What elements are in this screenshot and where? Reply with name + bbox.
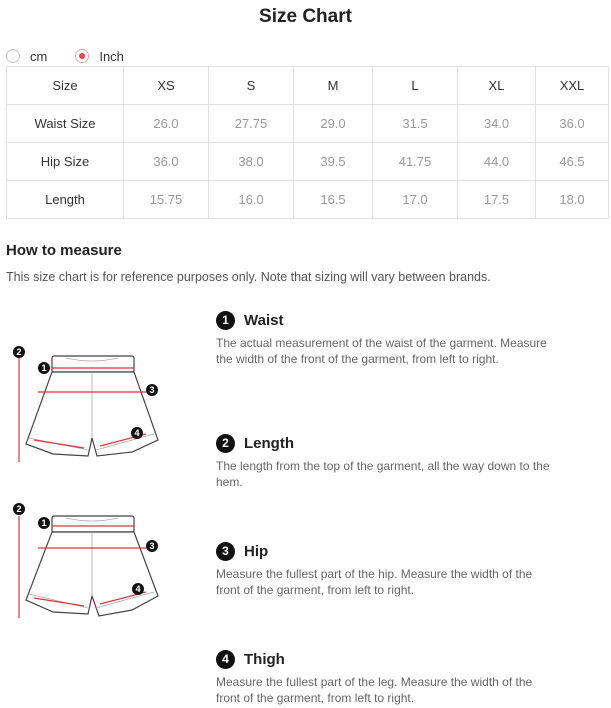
table-cell: 36.0 [124, 143, 209, 181]
table-header-cell: Size [7, 67, 124, 105]
measure-description: The length from the top of the garment, all the way down to the hem. [216, 459, 550, 489]
marker-1-label: 1 [41, 518, 47, 528]
table-row-label: Hip Size [7, 143, 124, 181]
table-row [7, 181, 609, 219]
table-cell: 46.5 [536, 143, 609, 181]
measure-item-length [216, 432, 556, 490]
table-cell: 26.0 [124, 105, 209, 143]
table-header-cell: M [294, 67, 373, 105]
shorts-waistband [52, 356, 134, 372]
number-3-icon: 3 [216, 542, 235, 561]
table-header-row [7, 67, 609, 105]
table-row-label: Waist Size [7, 105, 124, 143]
size-table [6, 66, 609, 219]
table-cell: 34.0 [458, 105, 536, 143]
table-row-label: Length [7, 181, 124, 219]
measure-item-thigh [216, 648, 556, 706]
table-cell: 18.0 [536, 181, 609, 219]
unit-label-cm[interactable]: cm [30, 48, 48, 64]
measure-title: Length [244, 434, 294, 452]
unit-selector [6, 46, 152, 66]
table-cell: 15.75 [124, 181, 209, 219]
number-4-icon: 4 [216, 650, 235, 669]
table-cell: 36.0 [536, 105, 609, 143]
table-cell: 41.75 [373, 143, 458, 181]
marker-2-label: 2 [16, 504, 22, 514]
marker-1-label: 1 [41, 363, 47, 373]
table-cell: 27.75 [209, 105, 294, 143]
unit-radio-cm[interactable] [6, 49, 20, 63]
table-header-cell: XL [458, 67, 536, 105]
measure-title: Thigh [244, 650, 285, 668]
reference-note: This size chart is for reference purposes only. Note that sizing will vary between brands. [6, 270, 491, 284]
table-cell: 17.0 [373, 181, 458, 219]
measure-item-hip [216, 540, 556, 598]
table-row [7, 143, 609, 181]
measure-item-waist [216, 309, 556, 367]
table-header-cell: XS [124, 67, 209, 105]
table-cell: 39.5 [294, 143, 373, 181]
measure-description: Measure the fullest part of the leg. Measure the width of the front of the garment, from left to right. [216, 675, 533, 705]
shorts-waistband [52, 516, 134, 532]
measure-title: Hip [244, 542, 269, 560]
page-title: Size Chart [259, 6, 352, 27]
table-cell: 17.5 [458, 181, 536, 219]
measure-description: Measure the fullest part of the hip. Measure the width of the front of the garment, from left to right. [216, 567, 533, 597]
marker-2-label: 2 [16, 347, 22, 357]
unit-label-inch[interactable]: Inch [99, 48, 124, 64]
table-cell: 44.0 [458, 143, 536, 181]
table-cell: 38.0 [209, 143, 294, 181]
number-1-icon: 1 [216, 311, 235, 330]
unit-radio-inch[interactable] [75, 49, 89, 63]
table-row [7, 105, 609, 143]
table-cell: 29.0 [294, 105, 373, 143]
table-header-cell: S [209, 67, 294, 105]
table-header-cell: L [373, 67, 458, 105]
how-to-measure-heading: How to measure [6, 242, 122, 259]
number-2-icon: 2 [216, 434, 235, 453]
table-cell: 16.5 [294, 181, 373, 219]
measure-description: The actual measurement of the waist of the garment. Measure the width of the front of the garment, from left to right. [216, 336, 547, 366]
measure-title: Waist [244, 311, 284, 329]
table-cell: 31.5 [373, 105, 458, 143]
marker-4-label: 4 [134, 428, 140, 438]
marker-3-label: 3 [149, 385, 155, 395]
shorts-front-diagram [6, 340, 176, 472]
marker-4-label: 4 [135, 584, 141, 594]
shorts-back-diagram [6, 500, 176, 628]
marker-3-label: 3 [149, 541, 155, 551]
table-cell: 16.0 [209, 181, 294, 219]
table-header-cell: XXL [536, 67, 609, 105]
